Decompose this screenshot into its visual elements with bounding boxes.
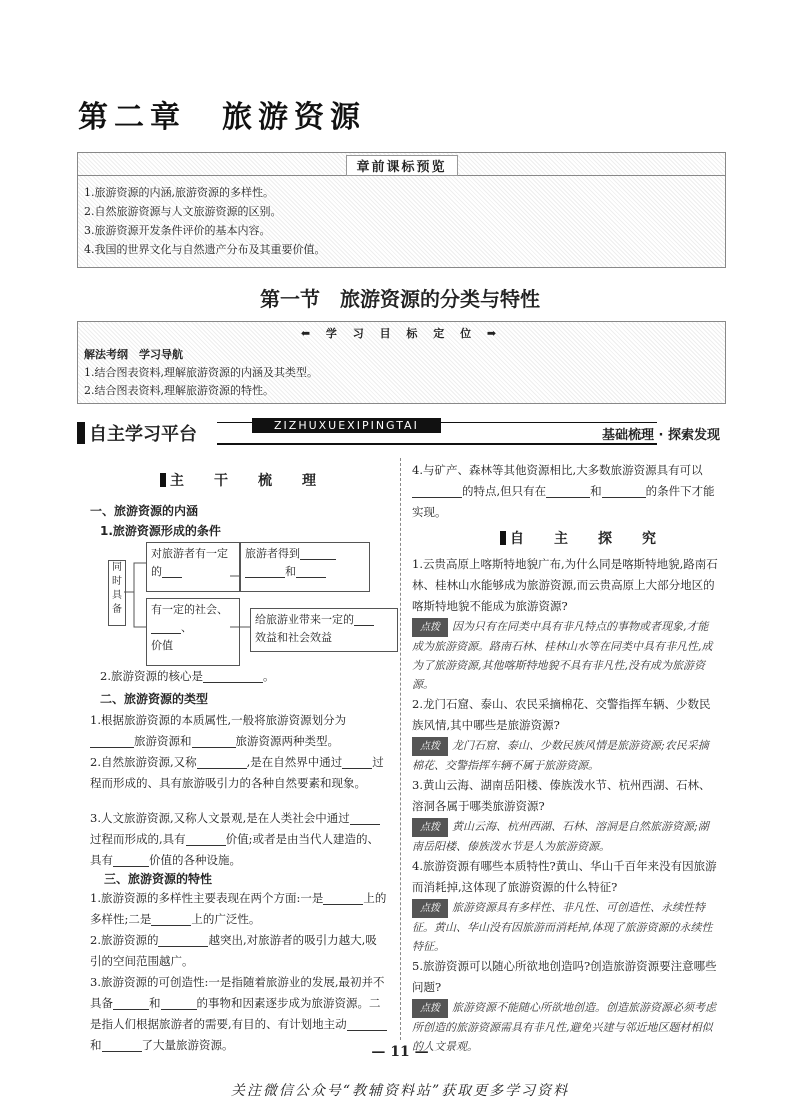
features-paragraph-3: 3.旅游资源的可创造性:一是指随着旅游业的发展,最初并不具备 和 的事物和因素逐步成为旅游资源。二是指人们根据旅游者的需要,有目的、有计划地主动和 了大量旅游资源。 [90,972,388,1056]
chapter-title: 第二章 旅游资源 [78,100,366,135]
diagram-box-attraction: 对旅游者有一定的 [146,542,240,592]
preview-item: 4.我国的世界文化与自然遗产分布及其重要价值。 [84,243,326,256]
main-outline-heading: 主 干 梳 理 [160,470,324,490]
goal-item: 2.结合图表资料,理解旅游资源的特性。 [84,384,274,397]
diagram-side-label: 同时具备 [108,560,126,626]
types-paragraph-3: 3.人文旅游资源,又称人文景观,是在人类社会中通过过程而形成的,具有 价值;或者是由当代人建造的、具有 价值的各种设施。 [90,811,380,867]
features-paragraph-1: 1.旅游资源的多样性主要表现在两个方面:一是 上的多样性;二是 上的广泛性。 [90,891,387,926]
inquiry-answer: 点拨 因为只有在同类中具有非凡特点的事物或者现象,才能成为旅游资源。路南石林、桂林山水等在同类中具有非凡性,成为了旅游资源,其他喀斯特地貌不具有非凡性,没有成为旅游资源。 [412,620,713,691]
preview-heading: 章前课标预览 [345,155,457,176]
inquiry-list [412,554,718,1056]
learning-goals-box [77,321,726,404]
core-line: 2.旅游资源的核心是 。 [100,669,275,683]
goals-subtitle: 解法考纲 学习导航 [84,348,183,361]
heading-connotation: 一、旅游资源的内涵 [90,504,199,518]
diagram-box-tourist: 旅游者得到 和 [240,542,370,592]
preview-item: 3.旅游资源开发条件评价的基本内容。 [84,224,271,237]
inquiry-answer: 点拨 旅游资源不能随心所欲地创造。创造旅游资源必须考虑所创造的旅游资源需具有非凡性,避免兴建与邻近地区题材相似的人文景观。 [412,1001,716,1053]
banner-left: 自主学习平台 [89,424,197,445]
section-banner [77,418,724,448]
goal-item: 1.结合图表资料,理解旅游资源的内涵及其类型。 [84,366,318,379]
heading-types: 二、旅游资源的类型 [100,692,209,706]
inquiry-question: 5.旅游资源可以随心所欲地创造吗?创造旅游资源要注意哪些问题? [412,959,717,994]
inquiry-answer: 点拨 龙门石窟、泰山、少数民族风情是旅游资源;农民采摘棉花、交警指挥车辆不属于旅游资源。 [412,739,709,772]
curriculum-preview-box [77,152,726,268]
preview-item: 1.旅游资源的内涵,旅游资源的多样性。 [84,186,274,199]
heading-features: 三、旅游资源的特性 [104,872,213,886]
section-title: 第一节 旅游资源的分类与特性 [260,287,540,311]
types-paragraph-2: 2.自然旅游资源,又称 ,是在自然界中通过 过程而形成的、具有旅游吸引力的各种自然要素和现象。 [90,755,384,790]
footer-note: 关注微信公众号“教辅资料站”获取更多学习资料 [230,1083,570,1099]
inquiry-question: 1.云贵高原上喀斯特地貌广布,为什么同是喀斯特地貌,路南石林、桂林山水能够成为旅游资源,而云贵高原上大部分地区的喀斯特地貌不能成为旅游资源? [412,557,718,613]
inquiry-answer: 点拨 旅游资源具有多样性、非凡性、可创造性、永续性特征。黄山、华山没有因旅游而消耗掉,体现了旅游资源的永续性特征。 [412,901,713,953]
inquiry-question: 4.旅游资源有哪些本质特性?黄山、华山千百年来没有因旅游而消耗掉,这体现了旅游资源的什么特征? [412,859,717,894]
banner-right: 基础梳理 · 探索发现 [602,428,720,443]
inquiry-question: 2.龙门石窟、泰山、农民采摘棉花、交警指挥车辆、少数民族风情,其中哪些是旅游资源? [412,697,711,732]
preview-header [78,153,725,176]
diagram-connectors [124,560,254,640]
column-divider [400,458,401,1040]
resource-comparison-paragraph: 4.与矿产、森林等其他资源相比,大多数旅游资源具有可以的特点,但只有在 和 的条件下才能实现。 [412,463,715,519]
heading-conditions: 1.旅游资源形成的条件 [100,524,221,538]
preview-item: 2.自然旅游资源与人文旅游资源的区别。 [84,205,282,218]
diagram-box-value: 有一定的社会、 、 价值 [146,598,240,666]
features-paragraph-2: 2.旅游资源的 越突出,对旅游者的吸引力越大,吸引的空间范围越广。 [90,933,377,968]
diagram-box-benefit: 给旅游业带来一定的 效益和社会效益 [250,608,398,652]
preview-list [84,183,326,259]
inquiry-answer: 点拨 黄山云海、杭州西湖、石林、溶洞是自然旅游资源;湖南岳阳楼、傣族泼水节是人为旅游资源。 [412,820,709,853]
goals-heading: ⬅ 学 习 目 标 定 位 ➡ [300,327,503,340]
types-paragraph-1: 1.根据旅游资源的本质属性,一般将旅游资源划分为旅游资源和 旅游资源两种类型。 [90,713,347,748]
banner-middle: ZIZHUXUEXIPINGTAI [252,418,441,433]
self-inquiry-heading: 自 主 探 究 [500,528,664,548]
page-number: — 11 — [371,1044,429,1060]
inquiry-question: 3.黄山云海、湖南岳阳楼、傣族泼水节、杭州西湖、石林、溶洞各属于哪类旅游资源? [412,778,711,813]
